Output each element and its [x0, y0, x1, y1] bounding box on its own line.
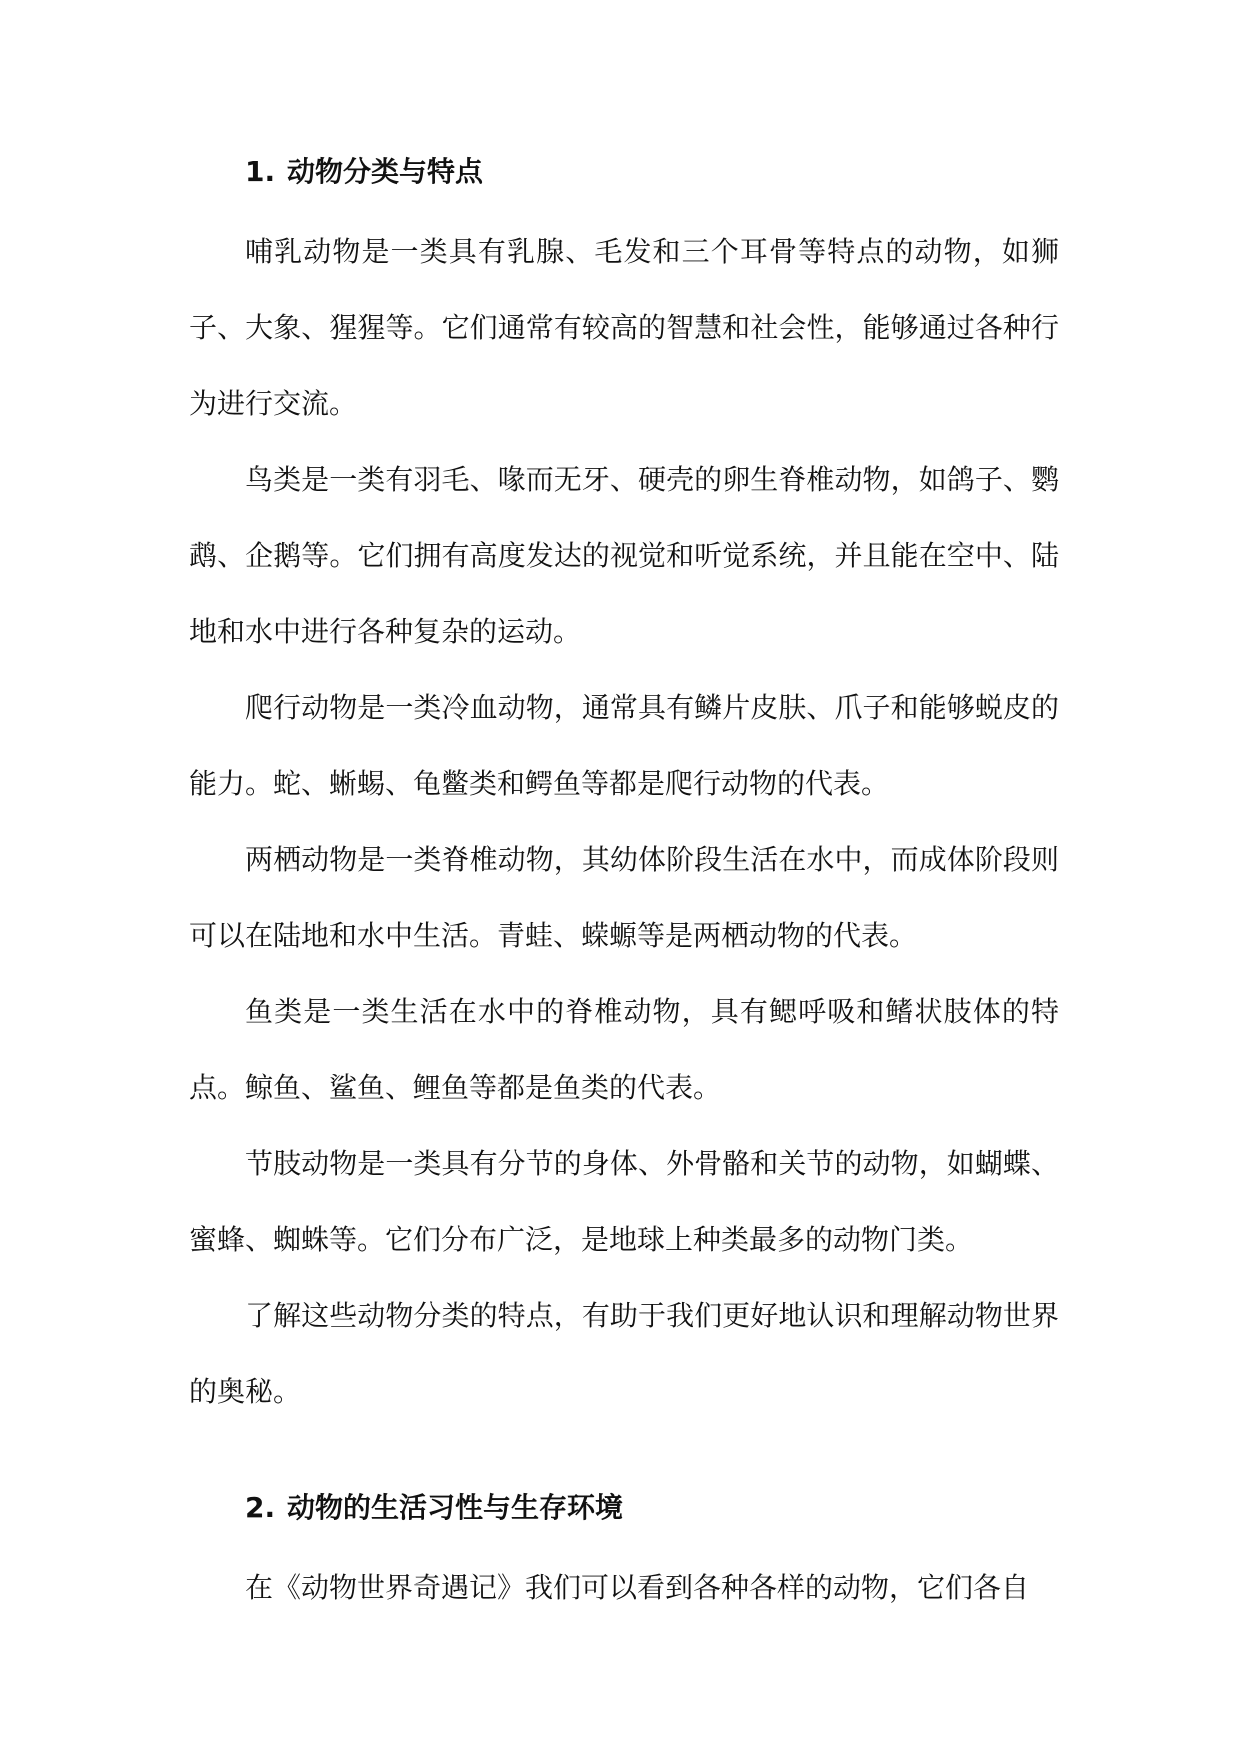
- paragraph-amphibians: 两栖动物是一类脊椎动物，其幼体阶段生活在水中，而成体阶段则可以在陆地和水中生活。青蛙、蝾螈等是两栖动物的代表。: [189, 843, 1059, 952]
- spacer: [189, 1540, 1059, 1550]
- document-body: [189, 140, 1059, 1626]
- spacer: [189, 204, 1059, 214]
- section-1-heading: [189, 140, 1059, 204]
- section-1-number: 1.: [245, 155, 276, 188]
- paragraph-fish: 鱼类是一类生活在水中的脊椎动物，具有鳃呼吸和鳍状肢体的特点。鲸鱼、鲨鱼、鲤鱼等都是鱼类的代表。: [189, 995, 1059, 1104]
- paragraph-reptiles: 爬行动物是一类冷血动物，通常具有鳞片皮肤、爪子和能够蜕皮的能力。蛇、蜥蜴、龟鳖类和鳄鱼等都是爬行动物的代表。: [189, 691, 1059, 800]
- paragraph-mammals: 哺乳动物是一类具有乳腺、毛发和三个耳骨等特点的动物，如狮子、大象、猩猩等。它们通常有较高的智慧和社会性，能够通过各种行为进行交流。: [189, 235, 1059, 420]
- section-2-heading: [189, 1476, 1059, 1540]
- paragraph-arthropods: 节肢动物是一类具有分节的身体、外骨骼和关节的动物，如蝴蝶、蜜蜂、蜘蛛等。它们分布广泛，是地球上种类最多的动物门类。: [189, 1147, 1059, 1256]
- section-2-title: 动物的生活习性与生存环境: [287, 1491, 624, 1524]
- paragraph-habits-intro: 在《动物世界奇遇记》我们可以看到各种各样的动物，它们各自: [245, 1571, 1030, 1604]
- section-1-title: 动物分类与特点: [287, 155, 484, 188]
- spacer: [189, 1430, 1059, 1476]
- paragraph-birds: 鸟类是一类有羽毛、喙而无牙、硬壳的卵生脊椎动物，如鸽子、鹦鹉、企鹅等。它们拥有高度发达的视觉和听觉系统，并且能在空中、陆地和水中进行各种复杂的运动。: [189, 463, 1059, 648]
- section-2-number: 2.: [245, 1491, 276, 1524]
- paragraph-summary: 了解这些动物分类的特点，有助于我们更好地认识和理解动物世界的奥秘。: [189, 1299, 1059, 1408]
